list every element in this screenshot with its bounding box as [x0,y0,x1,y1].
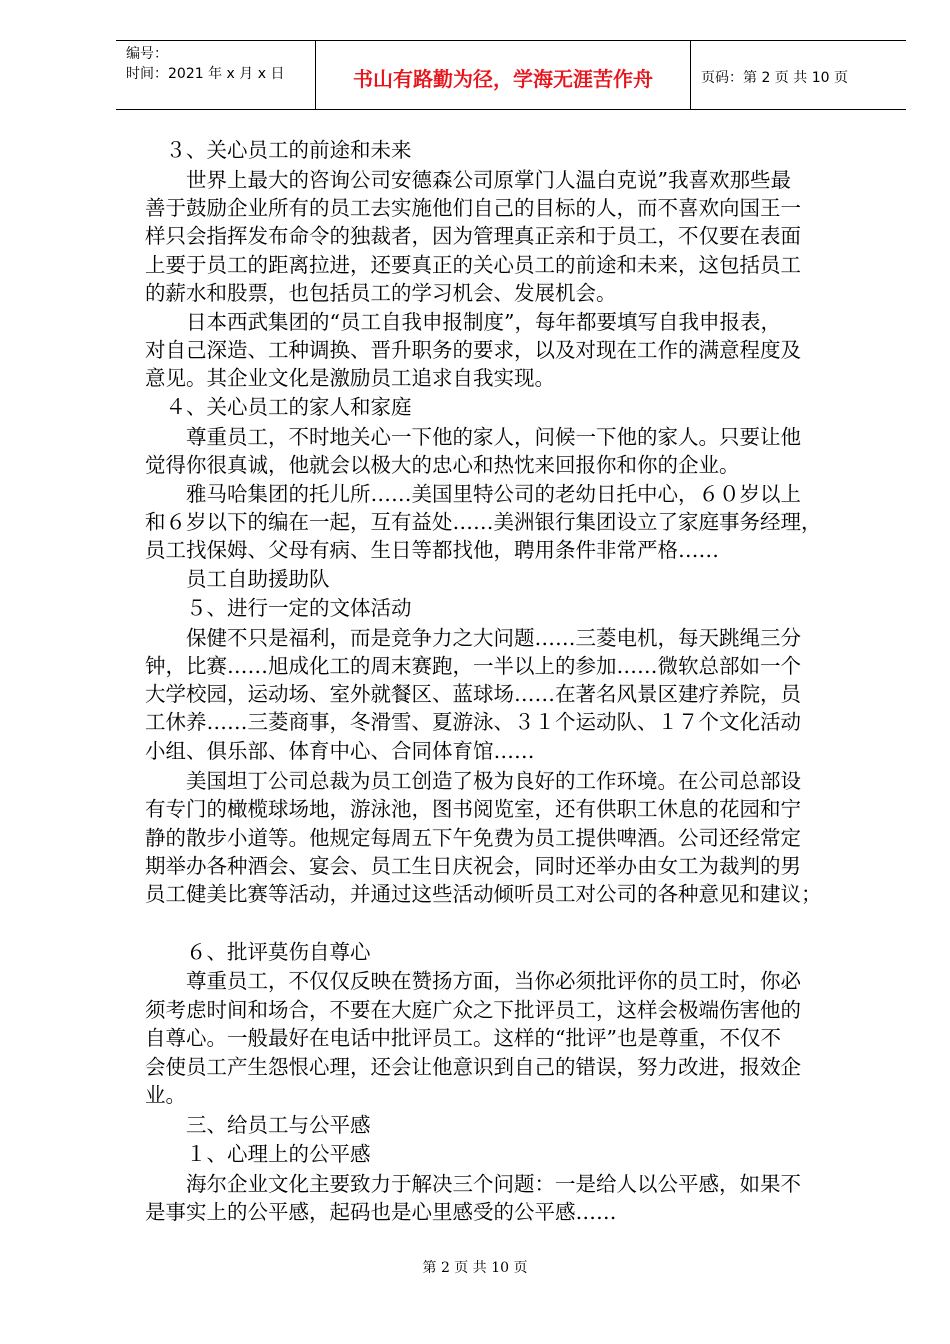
body-line: 和６岁以下的编在一起，互有益处……美洲银行集团设立了家庭事务经理， [145,510,822,534]
body-line: 自尊心。一般最好在电话中批评员工。这样的“批评”也是尊重，不仅不 [145,1026,781,1050]
body-line: ５、进行一定的文体活动 [145,596,412,620]
header-meta-cell [116,41,316,109]
page-footer: 第 2 页 共 10 页 [422,1260,528,1276]
body-line: 觉得你很真诚，他就会以极大的忠心和热忱来回报你和你的企业。 [145,453,740,477]
body-line: 钟，比赛……旭成化工的周末赛跑，一半以上的参加……微软总部如一个 [145,654,801,678]
body-line: 样只会指挥发布命令的独裁者，因为管理真正亲和于员工，不仅要在表面 [145,224,801,248]
body-line: 善于鼓励企业所有的员工去实施他们自己的目标的人，而不喜欢向国王一 [145,196,801,220]
body-line: 员工自助援助队 [145,567,330,591]
body-line: 雅马哈集团的托儿所……美国里特公司的老幼日托中心，６０岁以上 [145,482,801,506]
body-line: 意见。其企业文化是激励员工追求自我实现。 [145,366,555,390]
body-line: 世界上最大的咨询公司安德森公司原掌门人温白克说”我喜欢那些最 [145,168,791,192]
body-line: 尊重员工，不时地关心一下他的家人，问候一下他的家人。只要让他 [145,425,801,449]
body-line: 小组、俱乐部、体育中心、合同体育馆…… [145,739,535,763]
document-time-label: 时间：2021 年 x 月 x 日 [126,66,285,82]
body-line: 员工找保姆、父母有病、生日等都找他，聘用条件非常严格…… [145,538,719,562]
body-line: 的薪水和股票，也包括员工的学习机会、发展机会。 [145,281,617,305]
body-line: 海尔企业文化主要致力于解决三个问题：一是给人以公平感，如果不 [145,1172,801,1196]
body-line: 会使员工产生怨恨心理，还会让他意识到自己的错误，努力改进，报效企 [145,1055,801,1079]
body-line: ６、批评莫伤自尊心 [145,940,371,964]
header-motto: 书山有路勤为径，学海无涯苦作舟 [353,67,653,91]
body-line: 须考虑时间和场合，不要在大庭广众之下批评员工，这样会极端伤害他的 [145,998,801,1022]
body-line: 美国坦丁公司总裁为员工创造了极为良好的工作环境。在公司总部设 [145,769,801,793]
body-line: 对自己深造、工种调换、晋升职务的要求，以及对现在工作的满意程度及 [145,338,801,362]
body-line: 尊重员工，不仅仅反映在赞扬方面，当你必须批评你的员工时，你必 [145,969,801,993]
body-line: 日本西武集团的“员工自我申报制度”，每年都要填写自我申报表， [145,310,781,334]
body-line: 期举办各种酒会、宴会、员工生日庆祝会，同时还举办由女工为裁判的男 [145,854,801,878]
header-page-number: 页码：第 2 页 共 10 页 [701,70,848,86]
body-line: 静的散步小道等。他规定每周五下午免费为员工提供啤酒。公司还经常定 [145,826,801,850]
body-line: 保健不只是福利，而是竞争力之大问题……三菱电机，每天跳绳三分 [145,626,801,650]
body-line: 是事实上的公平感，起码也是心里感受的公平感…… [145,1200,617,1224]
body-line: ３、关心员工的前途和未来 [145,138,412,162]
body-line: 有专门的橄榄球场地，游泳池，图书阅览室，还有供职工休息的花园和宁 [145,797,801,821]
page-header [116,40,906,110]
body-line: ４、关心员工的家人和家庭 [145,395,412,419]
body-line: 大学校园，运动场、室外就餐区、蓝球场……在著名风景区建疗养院，员 [145,682,801,706]
header-motto-cell [316,41,691,109]
body-line: 业。 [145,1083,186,1107]
body-line: 上要于员工的距离拉进，还要真正的关心员工的前途和未来，这包括员工 [145,253,801,277]
body-line: 三、给员工与公平感 [145,1113,371,1137]
document-number-label: 编号： [126,46,168,62]
header-page-cell [691,41,906,109]
body-line: 工休养……三菱商事，冬滑雪、夏游泳、３１个运动队、１７个文化活动 [145,710,801,734]
body-line: １、心理上的公平感 [145,1142,371,1166]
body-line: 员工健美比赛等活动，并通过这些活动倾听员工对公司的各种意见和建议； [145,882,822,906]
